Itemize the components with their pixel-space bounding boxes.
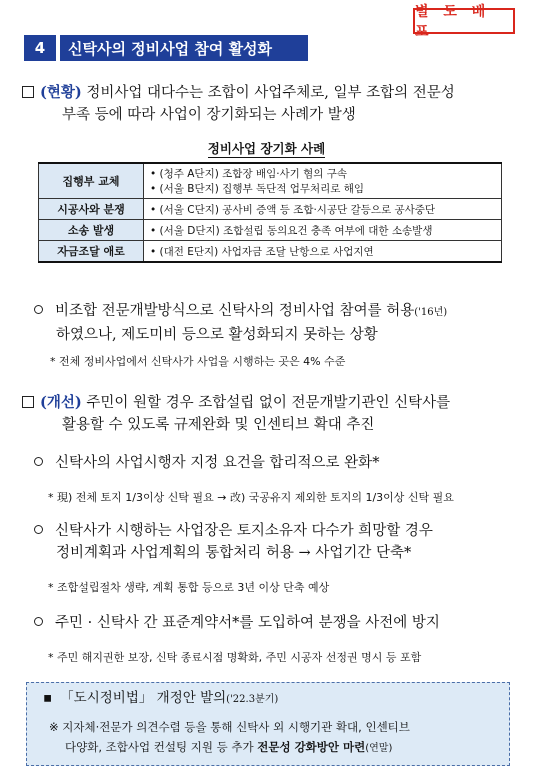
current-point-note: * 전체 정비사업에서 신탁사가 사업을 시행하는 곳은 4% 수준 bbox=[50, 355, 346, 368]
circle-bullet-icon bbox=[34, 457, 43, 466]
table-row bbox=[39, 199, 502, 220]
row-item: • (대전 E단지) 사업자금 조달 난항으로 사업지연 bbox=[150, 245, 374, 258]
improve-point-2 bbox=[34, 520, 524, 564]
point-note: * 現) 전체 토지 1/3이상 신탁 필요 → 改) 국공유지 제외한 토지의 1/3이상 신탁 필요 bbox=[48, 491, 454, 504]
box-line-2: ※ 지자체·전문가 의견수렴 등을 통해 신탁사 외 시행기관 확대, 인센티브 bbox=[49, 720, 410, 734]
table-title bbox=[0, 139, 533, 157]
current-status bbox=[22, 82, 522, 126]
box-line-3-period: (연말) bbox=[365, 743, 393, 754]
section-number: 4 bbox=[24, 35, 56, 61]
table-row bbox=[39, 163, 502, 199]
row-content bbox=[144, 199, 502, 220]
cases-table bbox=[38, 162, 502, 263]
checkbox-square-icon bbox=[22, 86, 34, 98]
point-text: 신탁사의 사업시행자 지정 요건을 합리적으로 완화* bbox=[55, 455, 380, 471]
section-title: 신탁사의 정비사업 참여 활성화 bbox=[60, 35, 308, 61]
row-item: • (서울 C단지) 공사비 증액 등 조합·시공단 갈등으로 공사중단 bbox=[150, 203, 436, 216]
box-line-1 bbox=[43, 687, 278, 711]
legislation-box bbox=[26, 682, 510, 766]
current-text-b: 부족 등에 따라 사업이 장기화되는 사례가 발생 bbox=[62, 107, 356, 123]
point-text-2: 정비계획과 사업계획의 통합처리 허용 → 사업기간 단축* bbox=[56, 545, 412, 561]
row-label: 자금조달 애로 bbox=[39, 241, 144, 263]
current-point-line2: 하였으나, 제도미비 등으로 활성화되지 못하는 상황 bbox=[56, 327, 378, 343]
current-text-a: 정비사업 대다수는 조합이 사업주체로, 일부 조합의 전문성 bbox=[81, 85, 455, 101]
box-line-3-text: 다양화, 조합사업 컨설팅 지원 등 추가 bbox=[65, 740, 258, 754]
row-label: 집행부 교체 bbox=[39, 163, 144, 199]
box-line-1-period: ('22.3분기) bbox=[226, 694, 279, 705]
current-point-line1: 비조합 전문개발방식으로 신탁사의 정비사업 참여를 허용 bbox=[55, 303, 415, 319]
row-content bbox=[144, 163, 502, 199]
circle-bullet-icon bbox=[34, 525, 43, 534]
row-item: • (청주 A단지) 조합장 배임·사기 혐의 구속 bbox=[150, 168, 348, 180]
square-bullet-icon: ▪ bbox=[43, 690, 53, 706]
circle-bullet-icon bbox=[34, 305, 43, 314]
current-point-year: ('16년) bbox=[414, 307, 448, 318]
row-label: 소송 발생 bbox=[39, 220, 144, 241]
table-row bbox=[39, 220, 502, 241]
row-content bbox=[144, 220, 502, 241]
point-text: 주민 · 신탁사 간 표준계약서*를 도입하여 분쟁을 사전에 방지 bbox=[55, 615, 440, 631]
checkbox-square-icon bbox=[22, 396, 34, 408]
table-title-text: 정비사업 장기화 사례 bbox=[207, 141, 326, 156]
circle-bullet-icon bbox=[34, 617, 43, 626]
row-item: • (서울 B단지) 집행부 독단적 업무처리로 해임 bbox=[150, 183, 365, 195]
table-row bbox=[39, 241, 502, 263]
point-note: * 주민 해지권한 보장, 신탁 종료시점 명확화, 주민 시공자 선정권 명시 등 포함 bbox=[48, 651, 422, 664]
row-label: 시공사와 분쟁 bbox=[39, 199, 144, 220]
point-note: * 조합설립절차 생략, 계획 통합 등으로 3년 이상 단축 예상 bbox=[48, 581, 330, 594]
current-point bbox=[34, 300, 524, 346]
distribution-badge: 별 도 배 포 bbox=[413, 8, 515, 34]
improve-tag: (개선) bbox=[40, 394, 82, 411]
row-item: • (서울 D단지) 조합설립 동의요건 충족 여부에 대한 소송발생 bbox=[150, 224, 433, 237]
improve-text-b: 활용할 수 있도록 규제완화 및 인센티브 확대 추진 bbox=[62, 417, 375, 433]
improve-point-3 bbox=[34, 612, 524, 634]
box-line-3 bbox=[49, 737, 410, 759]
box-line-3-bold: 전문성 강화방안 마련 bbox=[257, 740, 366, 754]
row-content bbox=[144, 241, 502, 263]
improve-point-1 bbox=[34, 452, 524, 474]
improve-text-a: 주민이 원할 경우 조합설립 없이 전문개발기관인 신탁사를 bbox=[81, 395, 451, 411]
improvement bbox=[22, 392, 522, 436]
point-text: 신탁사가 시행하는 사업장은 토지소유자 다수가 희망할 경우 bbox=[55, 523, 433, 539]
box-line-1-text: 「도시정비법」 개정안 발의 bbox=[60, 690, 227, 706]
box-note bbox=[49, 717, 410, 759]
current-tag: (현황) bbox=[40, 84, 82, 101]
